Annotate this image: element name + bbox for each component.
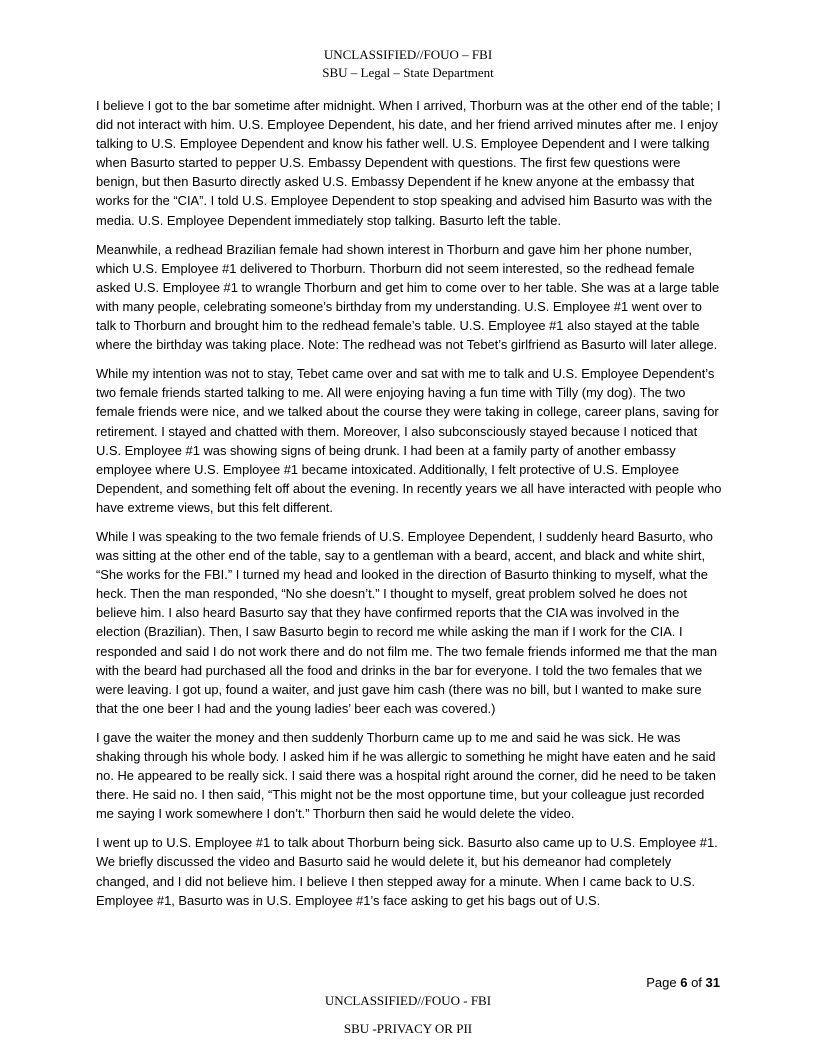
page-number-total: 31 <box>705 975 720 990</box>
paragraph: While my intention was not to stay, Tebet came over and sat with me to talk and U.S. Employee Dependent’s two female friends started talking to me. All were enjoying having a fun time with Tilly (my dog). The two female friends were nice, and we talked about the course they were taking in college, career plans, saving for retirement. I stayed and chatted with them. Moreover, I also subconsciously stayed because I noticed that U.S. Employee #1 was showing signs of being drunk. I had been at a family party of another embassy employee where U.S. Employee #1 became intoxicated. Additionally, I felt protective of U.S. Employee Dependent, and something felt off about the evening. In recently years we all have interacted with people who have extreme views, but this felt different. <box>96 366 722 515</box>
footer-classification: UNCLASSIFIED//FOUO - FBI <box>324 993 492 1008</box>
header-classification: UNCLASSIFIED//FOUO – FBI <box>323 47 493 62</box>
header-caveat: SBU – Legal – State Department <box>322 65 494 80</box>
page-number-current: 6 <box>680 975 688 990</box>
paragraph: I gave the waiter the money and then suddenly Thorburn came up to me and said he was sick. He was shaking through his whole body. I asked him if he was allergic to something he might have eaten and he said no. He appeared to be really sick. I said there was a hospital right around the corner, did he need to be taken there. He said no. I then said, “This might not be the most opportune time, but your colleague just recorded me saying I work somewhere I don’t.” Thorburn then said he would delete the video. <box>96 729 716 822</box>
document-body <box>96 96 722 920</box>
page-number <box>646 975 720 990</box>
paragraph: While I was speaking to the two female friends of U.S. Employee Dependent, I suddenly heard Basurto, who was sitting at the other end of the table, say to a gentleman with a beard, accent, and black and white shirt, “She works for the FBI.” I turned my head and looked in the direction of Basurto thinking to myself, what the heck. Then the man responded, “No she doesn’t.” I thought to myself, great problem solved he does not believe him. I also heard Basurto say that they have confirmed reports that the CIA was involved in the election (Brazilian). Then, I saw Basurto begin to record me while asking the man if I work for the CIA. I responded and said I do not work there and do not film me. The two female friends informed me that the man with the beard had purchased all the food and drinks in the bar for everyone. I told the two females that we were leaving. I got up, found a waiter, and just gave him cash (there was no bill, but I wanted to make sure that the one beer I had and the young ladies’ beer each was covered.) <box>96 528 718 716</box>
page-number-prefix: Page <box>646 975 681 990</box>
paragraph: Meanwhile, a redhead Brazilian female had shown interest in Thorburn and gave him her phone number, which U.S. Employee #1 delivered to Thorburn. Thorburn did not seem interested, so the redhead female asked U.S. Employee #1 to wrangle Thorburn and get him to come over to her table. She was at a large table with many people, celebrating someone’s birthday from my understanding. U.S. Employee #1 went over to talk to Thorburn and brought him to the redhead female’s table. U.S. Employee #1 also stayed at the table where the birthday was taking place. Note: The redhead was not Tebet’s girlfriend as Basurto will later allege. <box>96 241 720 353</box>
paragraph: I went up to U.S. Employee #1 to talk about Thorburn being sick. Basurto also came up to U.S. Employee #1. We briefly discussed the video and Basurto said he would delete it, but his demeanor had completely changed, and I did not believe him. I believe I then stepped away for a minute. When I came back to U.S. Employee #1, Basurto was in U.S. Employee #1’s face asking to get his bags out of U.S. <box>96 835 718 908</box>
page-number-middle: of <box>687 975 706 990</box>
footer-caveat: SBU -PRIVACY OR PII <box>343 1021 473 1036</box>
paragraph: I believe I got to the bar sometime after midnight. When I arrived, Thorburn was at the other end of the table; I did not interact with him. U.S. Employee Dependent, his date, and her friend arrived minutes after me. I enjoy talking to U.S. Employee Dependent and know his father well. U.S. Employee Dependent and I were talking when Basurto started to pepper U.S. Embassy Dependent with questions. The first few questions were benign, but then Basurto directly asked U.S. Embassy Dependent if he knew anyone at the embassy that works for the “CIA”. I told U.S. Employee Dependent to stop speaking and advised him Basurto was with the media. U.S. Employee Dependent immediately stop talking. Basurto left the table. <box>96 98 721 228</box>
